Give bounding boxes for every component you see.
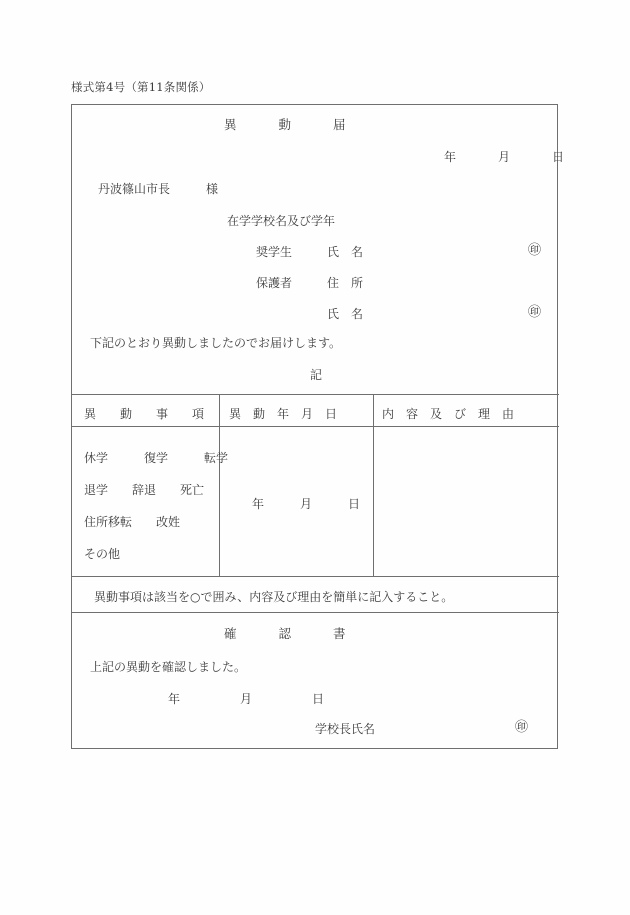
principal-name-label: 学校長氏名 xyxy=(315,722,376,736)
ki-mark: 記 xyxy=(310,368,323,382)
student-label: 奨学生 xyxy=(256,245,293,259)
body-divider-2 xyxy=(373,427,374,577)
document-title: 異動届 xyxy=(224,117,388,132)
guardian-name-label: 氏 名 xyxy=(327,307,364,321)
table-note-text: 異動事項は該当を○で囲み、内容及び理由を簡単に記入すること。 xyxy=(94,590,454,604)
item-option-row-2[interactable]: 退学 辞退 死亡 xyxy=(84,483,205,497)
guardian-seal-icon: ㊞ xyxy=(528,305,542,320)
item-option-row-1[interactable]: 休学 復学 転学 xyxy=(84,451,229,465)
addressee-line: 丹波篠山市長 様 xyxy=(98,182,219,196)
confirmation-statement: 上記の異動を確認しました。 xyxy=(90,660,247,674)
form-number-label: 様式第4号（第11条関係） xyxy=(71,80,211,94)
item-option-row-4[interactable]: その他 xyxy=(84,547,121,561)
header-divider-2 xyxy=(373,395,374,428)
confirmation-title: 確認書 xyxy=(224,626,388,641)
header-divider-1 xyxy=(219,395,220,428)
item-option-row-3[interactable]: 住所移転 改姓 xyxy=(84,515,181,529)
confirmation-date-line: 年 月 日 xyxy=(168,692,331,706)
guardian-label: 保護者 xyxy=(256,276,293,290)
student-name-label: 氏 名 xyxy=(327,245,364,259)
school-grade-label: 在学学校名及び学年 xyxy=(227,214,336,228)
student-seal-icon: ㊞ xyxy=(528,243,542,258)
change-date-cell[interactable]: 年 月 日 xyxy=(252,497,361,511)
column-header-reason: 内 容 及 び 理 由 xyxy=(382,407,515,421)
principal-seal-icon: ㊞ xyxy=(515,720,529,735)
table-note-row xyxy=(72,577,559,613)
table-body-row xyxy=(72,427,559,577)
table-header-row xyxy=(72,394,559,427)
submission-date-line: 年 月 日 xyxy=(444,150,571,164)
submission-statement: 下記のとおり異動しましたのでお届けします。 xyxy=(90,336,342,350)
form-frame xyxy=(71,104,571,749)
guardian-address-label: 住 所 xyxy=(327,276,364,290)
column-header-date: 異 動 年 月 日 xyxy=(229,407,338,421)
column-header-items: 異 動 事 項 xyxy=(84,407,205,421)
